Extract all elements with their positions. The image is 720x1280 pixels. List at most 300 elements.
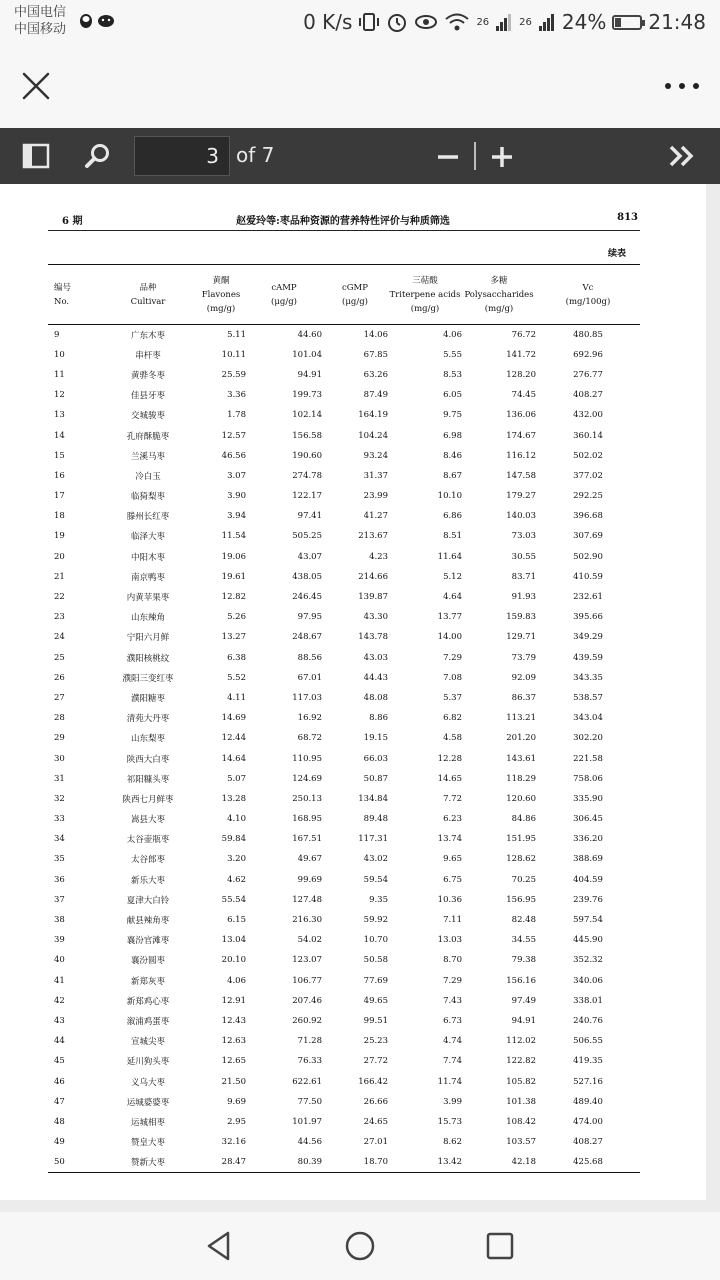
signal-1-icon [495,12,513,32]
sidebar-icon [20,140,52,172]
cell-triterpene: 13.03 [437,935,462,946]
cell-vc: 404.59 [573,874,603,885]
cell-vc: 489.40 [573,1096,603,1107]
journal-page-number: 813 [617,212,638,223]
table-row [48,587,640,607]
cell-triterpene: 11.64 [437,551,462,562]
col-header-en: Flavones [201,289,241,300]
cell-no: 48 [54,1116,65,1127]
cell-camp: 505.25 [292,531,322,542]
cell-cgmp: 48.08 [363,692,388,703]
cell-vc: 335.90 [573,793,603,804]
cell-polysaccharides: 73.79 [511,652,536,663]
zoom-out-button[interactable] [432,140,464,172]
cell-polysaccharides: 84.86 [511,814,536,825]
cell-cgmp: 63.26 [363,369,388,380]
cell-vc: 474.00 [573,1116,603,1127]
cell-flavones: 28.47 [221,1157,246,1168]
cell-vc: 527.16 [573,1076,603,1087]
cell-flavones: 10.11 [221,349,246,360]
double-chevron-right-icon [666,140,698,172]
cell-vc: 410.59 [573,571,603,582]
col-header-zh: 编号 [54,282,72,293]
cell-triterpene: 10.10 [437,491,462,502]
table-row [48,325,640,345]
cell-vc: 388.69 [573,854,603,865]
col-header-en: cAMP [271,282,297,293]
signal-2-icon [538,12,556,32]
cell-flavones: 13.27 [221,632,246,643]
cell-cultivar: 孔府酥脆枣 [126,431,170,442]
cell-flavones: 12.43 [221,1015,246,1026]
col-header-polysaccharides [462,265,536,325]
cell-cultivar: 夏津大白铃 [126,895,170,906]
cell-no: 24 [54,632,65,643]
col-header-vc [536,265,640,325]
cell-triterpene: 4.64 [443,592,462,603]
zoom-in-button[interactable] [486,140,518,172]
cell-no: 14 [54,430,65,441]
cell-polysaccharides: 76.72 [511,329,536,340]
col-header-unit: (mg/100g) [565,296,611,307]
table-row [48,991,640,1011]
cell-camp: 124.69 [292,773,322,784]
cell-camp: 117.03 [292,692,322,703]
clock: 21:48 [648,10,706,34]
cell-flavones: 2.95 [227,1116,246,1127]
cell-cultivar: 广东木枣 [130,330,165,341]
home-button[interactable] [342,1228,378,1264]
cell-triterpene: 7.29 [443,975,462,986]
table-row [48,1071,640,1091]
cell-polysaccharides: 30.55 [511,551,536,562]
cell-flavones: 12.65 [221,1056,246,1067]
cell-vc: 439.59 [573,652,603,663]
cell-no: 47 [54,1096,65,1107]
cell-cultivar: 滕州长红枣 [126,512,170,523]
cell-flavones: 21.50 [221,1076,246,1087]
cell-no: 31 [54,773,65,784]
cell-no: 33 [54,814,65,825]
cell-polysaccharides: 103.57 [506,1137,536,1148]
cell-cgmp: 43.03 [363,652,388,663]
close-button[interactable] [18,68,54,104]
cell-vc: 276.77 [573,369,603,380]
cell-triterpene: 6.98 [443,430,462,441]
cell-flavones: 12.63 [221,1036,246,1047]
cell-flavones: 13.28 [221,793,246,804]
cell-vc: 232.61 [573,592,603,603]
cell-cultivar: 黄骅冬枣 [130,370,165,381]
cell-polysaccharides: 140.03 [506,511,536,522]
cell-flavones: 5.26 [227,612,246,623]
cell-camp: 16.92 [297,713,322,724]
cell-triterpene: 7.08 [443,672,462,683]
cell-no: 22 [54,592,65,603]
cell-cultivar: 溆浦鸡蛋枣 [126,1016,170,1027]
cell-triterpene: 14.65 [437,773,462,784]
cell-triterpene: 7.72 [443,793,462,804]
cell-vc: 758.06 [573,773,603,784]
cell-flavones: 9.69 [227,1096,246,1107]
cell-flavones: 6.38 [227,652,246,663]
cell-polysaccharides: 83.71 [511,571,536,582]
cell-cgmp: 26.66 [363,1096,388,1107]
cell-vc: 396.68 [573,511,603,522]
cell-flavones: 5.11 [227,329,246,340]
cell-vc: 352.32 [573,955,603,966]
table-row [48,890,640,910]
cell-cgmp: 143.78 [358,632,388,643]
cell-triterpene: 6.86 [443,511,462,522]
cell-triterpene: 6.73 [443,1015,462,1026]
cell-triterpene: 7.11 [443,915,462,926]
cell-polysaccharides: 129.71 [506,632,536,643]
vibrate-icon [358,11,380,33]
table-row [48,829,640,849]
eye-icon [414,11,438,33]
table-header-row [48,265,640,325]
cell-no: 40 [54,955,65,966]
col-header-en: Triterpene acids [389,289,461,300]
cell-triterpene: 3.99 [443,1096,462,1107]
search-icon [82,140,114,172]
cell-cultivar: 襄汾官滩枣 [126,936,170,947]
cell-camp: 250.13 [292,793,322,804]
cell-camp: 97.41 [297,511,322,522]
cell-vc: 240.76 [573,1015,603,1026]
signal-1-label: 26 [476,16,490,28]
cell-triterpene: 13.74 [437,834,462,845]
cell-camp: 101.97 [292,1116,322,1127]
cell-cgmp: 117.31 [358,834,388,845]
cell-camp: 80.39 [297,1157,322,1168]
cell-flavones: 1.78 [227,410,246,421]
cell-cgmp: 104.24 [358,430,388,441]
cell-vc: 336.20 [573,834,603,845]
status-bar [0,0,720,44]
table-row [48,849,640,869]
cell-polysaccharides: 201.20 [506,733,536,744]
wifi-icon [444,11,470,33]
carrier-1: 中国电信 [14,5,67,20]
back-button[interactable] [202,1228,238,1264]
cell-cgmp: 44.43 [363,672,388,683]
col-header-en: cGMP [342,282,368,293]
cell-cgmp: 19.15 [363,733,388,744]
cell-no: 43 [54,1015,65,1026]
cell-polysaccharides: 136.06 [506,410,536,421]
cell-flavones: 46.56 [221,450,246,461]
cell-camp: 127.48 [292,894,322,905]
cell-camp: 99.69 [297,874,322,885]
next-page-button[interactable] [666,140,698,172]
table-row [48,607,640,627]
table-row [48,1031,640,1051]
cell-triterpene: 8.62 [443,1137,462,1148]
cell-polysaccharides: 108.42 [506,1116,536,1127]
cell-triterpene: 8.70 [443,955,462,966]
cell-vc: 360.14 [573,430,603,441]
cell-cgmp: 43.30 [363,612,388,623]
cell-no: 28 [54,713,65,724]
cell-cultivar: 山东梨枣 [130,734,165,745]
cell-cgmp: 213.67 [358,531,388,542]
cell-no: 38 [54,915,65,926]
cell-polysaccharides: 70.25 [511,874,536,885]
cell-triterpene: 7.74 [443,1056,462,1067]
cell-cgmp: 89.48 [363,814,388,825]
cell-vc: 692.96 [573,349,603,360]
cell-camp: 76.33 [297,1056,322,1067]
cell-camp: 207.46 [292,995,322,1006]
cell-cultivar: 义乌大枣 [130,1077,165,1088]
scroll-track[interactable] [706,184,720,1200]
table-row [48,526,640,546]
col-header-en: Polysaccharides [464,289,534,300]
cell-vc: 349.29 [573,632,603,643]
table-row [48,446,640,466]
cell-vc: 302.20 [573,733,603,744]
col-header-unit: (mg/g) [410,303,440,314]
table-row [48,930,640,950]
cell-triterpene: 8.51 [443,531,462,542]
table-row [48,365,640,385]
cell-no: 26 [54,672,65,683]
cell-cgmp: 9.35 [369,894,388,905]
cell-cgmp: 18.70 [363,1157,388,1168]
net-speed: 0 K/s [303,10,353,34]
cell-flavones: 25.59 [221,369,246,380]
cell-vc: 239.76 [573,894,603,905]
cell-flavones: 13.04 [221,935,246,946]
cell-cultivar: 祁阳糠头枣 [126,774,170,785]
col-header-cgmp [322,265,388,325]
cell-polysaccharides: 120.60 [506,793,536,804]
cell-vc: 292.25 [573,491,603,502]
cell-triterpene: 7.29 [443,652,462,663]
cell-flavones: 3.20 [227,854,246,865]
cell-cultivar: 山东辣角 [130,613,165,624]
cell-cgmp: 87.49 [363,390,388,401]
cell-no: 20 [54,551,65,562]
cell-cultivar: 交城骏枣 [130,411,165,422]
cell-camp: 122.17 [292,491,322,502]
cell-cgmp: 27.01 [363,1137,388,1148]
cell-camp: 101.04 [292,349,322,360]
table-row [48,769,640,789]
cell-camp: 123.07 [292,955,322,966]
back-triangle-icon [202,1228,238,1264]
col-header-unit: (μg/g) [342,296,368,307]
alarm-icon [386,11,408,33]
cell-triterpene: 6.23 [443,814,462,825]
cell-polysaccharides: 82.48 [511,915,536,926]
cell-triterpene: 13.42 [437,1157,462,1168]
cell-cultivar: 宣城尖枣 [130,1037,165,1048]
cell-cgmp: 10.70 [363,935,388,946]
cell-camp: 216.30 [292,915,322,926]
cell-cgmp: 67.85 [363,349,388,360]
table-row [48,708,640,728]
cell-cgmp: 31.37 [363,470,388,481]
cell-camp: 77.50 [297,1096,322,1107]
cell-vc: 395.66 [573,612,603,623]
issue-number: 6 期 [62,216,83,227]
cell-polysaccharides: 118.29 [506,773,536,784]
cell-triterpene: 10.36 [437,894,462,905]
cell-no: 27 [54,692,65,703]
cell-camp: 54.02 [297,935,322,946]
col-header-triterpene [388,265,462,325]
cell-vc: 343.04 [573,713,603,724]
cell-camp: 88.56 [297,652,322,663]
cell-no: 37 [54,894,65,905]
cell-flavones: 12.82 [221,592,246,603]
cell-no: 13 [54,410,65,421]
cell-vc: 419.35 [573,1056,603,1067]
cell-vc: 338.01 [573,995,603,1006]
cell-flavones: 19.06 [221,551,246,562]
carrier-2: 中国移动 [14,22,67,37]
col-header-zh: 多糖 [490,275,508,286]
cell-cgmp: 134.84 [358,793,388,804]
cell-triterpene: 9.75 [443,410,462,421]
battery-fill [615,18,621,27]
cell-no: 35 [54,854,65,865]
cell-triterpene: 5.12 [443,571,462,582]
nutrient-table [48,264,640,1173]
cell-flavones: 5.52 [227,672,246,683]
table-row [48,950,640,970]
table-row [48,547,640,567]
cell-no: 9 [54,329,60,340]
cell-vc: 221.58 [573,753,603,764]
page-count-label: of 7 [236,143,275,167]
cell-camp: 110.95 [292,753,322,764]
table-row [48,345,640,365]
cell-cgmp: 41.27 [363,511,388,522]
pdf-viewer[interactable] [0,184,720,1200]
table-row [48,1112,640,1132]
cell-polysaccharides: 151.95 [506,834,536,845]
cell-cultivar: 延川狗头枣 [126,1057,170,1068]
cell-cultivar: 新郑灰枣 [130,976,165,987]
cell-no: 11 [54,369,65,380]
cell-cgmp: 4.23 [369,551,388,562]
cell-no: 49 [54,1137,65,1148]
cell-triterpene: 4.74 [443,1036,462,1047]
cell-camp: 168.95 [292,814,322,825]
cell-camp: 71.28 [297,1036,322,1047]
cell-triterpene: 8.67 [443,470,462,481]
cell-no: 36 [54,874,65,885]
cell-cultivar: 新郑鸡心枣 [126,996,170,1007]
battery-icon [612,15,642,30]
signal-2-label: 26 [519,16,532,28]
cell-cultivar: 运城婆婆枣 [126,1097,170,1108]
running-title: 赵爱玲等:枣品种资源的营养特性评价与种质筛选 [236,216,450,227]
table-row [48,971,640,991]
cell-polysaccharides: 156.16 [506,975,536,986]
recents-button[interactable] [482,1228,518,1264]
header-rule [48,230,640,231]
cell-no: 32 [54,793,65,804]
cell-flavones: 11.54 [221,531,246,542]
cell-vc: 432.00 [573,410,603,421]
cell-camp: 43.07 [297,551,322,562]
page-number-input[interactable]: 3 [134,136,230,176]
cell-polysaccharides: 34.55 [511,935,536,946]
cell-no: 21 [54,571,65,582]
cell-polysaccharides: 73.03 [511,531,536,542]
cell-polysaccharides: 116.12 [506,450,536,461]
col-header-unit: (mg/g) [484,303,514,314]
cell-vc: 307.69 [573,531,603,542]
cell-camp: 94.91 [297,369,322,380]
cell-polysaccharides: 112.02 [506,1036,536,1047]
cell-cgmp: 49.65 [363,995,388,1006]
cell-polysaccharides: 122.82 [506,1056,536,1067]
cell-camp: 156.58 [292,430,322,441]
col-header-cultivar [100,265,196,325]
cell-no: 34 [54,834,65,845]
cell-triterpene: 8.53 [443,369,462,380]
cell-no: 15 [54,450,65,461]
pdf-toolbar [0,128,720,184]
cell-flavones: 20.10 [221,955,246,966]
cell-cgmp: 50.58 [363,955,388,966]
cell-cgmp: 8.86 [369,713,388,724]
more-options-button[interactable] [662,72,702,100]
cell-camp: 167.51 [292,834,322,845]
cell-flavones: 55.54 [221,894,246,905]
cell-triterpene: 12.28 [437,753,462,764]
search-button[interactable] [82,140,114,172]
cell-flavones: 3.36 [227,390,246,401]
cell-cultivar: 临猗梨枣 [130,492,165,503]
cell-cultivar: 串杆枣 [135,350,161,361]
cell-vc: 597.54 [573,915,603,926]
cell-flavones: 12.57 [221,430,246,441]
cell-camp: 44.60 [297,329,322,340]
cell-flavones: 59.84 [221,834,246,845]
cell-polysaccharides: 42.18 [511,1157,536,1168]
cell-cultivar: 冷白玉 [135,471,161,482]
cell-triterpene: 15.73 [437,1116,462,1127]
cell-cgmp: 50.87 [363,773,388,784]
cell-polysaccharides: 141.72 [506,349,536,360]
cell-triterpene: 7.43 [443,995,462,1006]
col-header-en: No. [54,296,70,307]
cell-camp: 44.56 [297,1137,322,1148]
table-row [48,567,640,587]
cell-cultivar: 临泽大枣 [130,532,165,543]
cell-flavones: 4.11 [227,692,246,703]
app-bar [0,44,720,128]
close-icon [18,68,54,104]
sidebar-toggle-button[interactable] [20,140,52,172]
table-row [48,627,640,647]
cell-no: 10 [54,349,65,360]
table-row [48,809,640,829]
cell-vc: 425.68 [573,1157,603,1168]
cell-cultivar: 陕西大白枣 [126,754,170,765]
cell-polysaccharides: 179.27 [506,491,536,502]
cell-cgmp: 59.54 [363,874,388,885]
table-row [48,506,640,526]
cell-triterpene: 6.05 [443,390,462,401]
